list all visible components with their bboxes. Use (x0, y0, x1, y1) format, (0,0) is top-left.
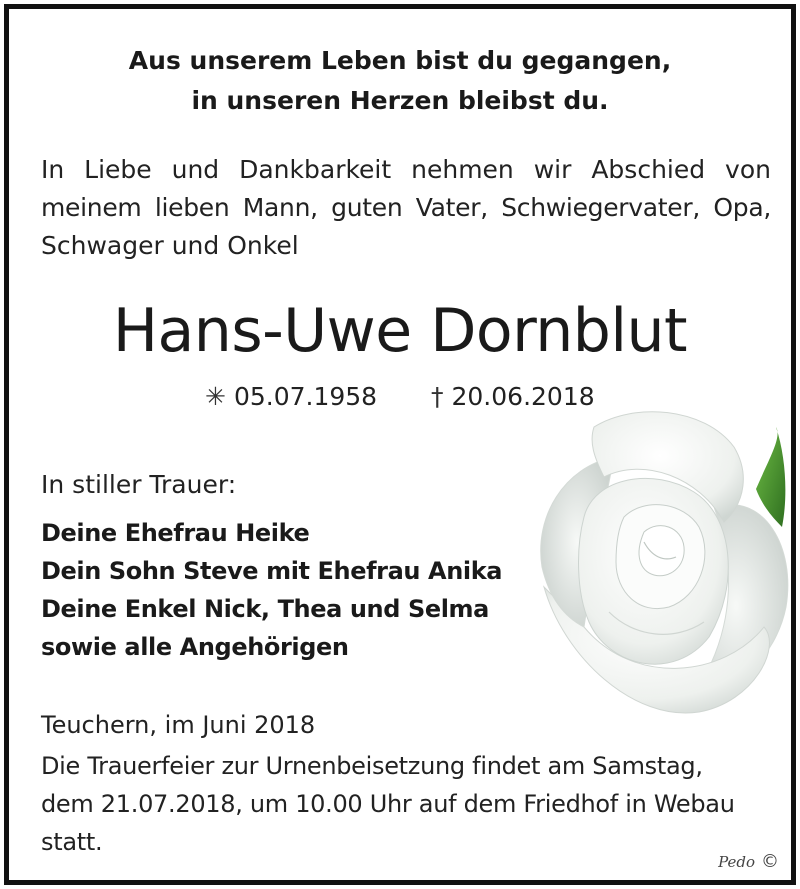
rose-petal-center (639, 526, 684, 576)
mourner-line: Deine Ehefrau Heike (41, 519, 310, 547)
birth-star-icon: ✳ (205, 382, 226, 411)
ceremony-line-3: statt. (41, 828, 103, 856)
ceremony-line-2: dem 21.07.2018, um 10.00 Uhr auf dem Friedhof in Webau (41, 790, 735, 818)
motto-line-1: Aus unserem Leben bist du gegangen, (128, 46, 672, 75)
ceremony-line-1: Die Trauerfeier zur Urnenbeisetzung findet am Samstag, (41, 752, 703, 780)
intro-line-3: Schwager und Onkel (41, 231, 299, 260)
obituary-card (4, 4, 796, 885)
rose-leaf (756, 427, 785, 527)
intro-line-2: meinem lieben Mann, guten Vater, Schwiegervater, Opa, (41, 193, 771, 222)
motto-line-2: in unseren Herzen bleibst du. (191, 86, 609, 115)
mourning-label: In stiller Trauer: (41, 470, 237, 499)
designer-signature: Pedo (718, 853, 755, 871)
white-rose-image (524, 397, 794, 727)
mourner-line: Deine Enkel Nick, Thea und Selma (41, 595, 489, 623)
mourner-line: sowie alle Angehörigen (41, 633, 349, 661)
deceased-name: Hans-Uwe Dornblut (112, 296, 688, 366)
place-and-date: Teuchern, im Juni 2018 (41, 711, 316, 739)
mourners-list (41, 514, 502, 666)
death-date: 20.06.2018 (451, 382, 595, 411)
intro-line-1: In Liebe und Dankbarkeit nehmen wir Abschied von (41, 155, 771, 184)
designer-credit (718, 851, 779, 872)
death-cross-icon: † (431, 382, 444, 411)
mourner-line: Dein Sohn Steve mit Ehefrau Anika (41, 557, 503, 585)
intro-text (41, 151, 771, 265)
copyright-icon: © (761, 851, 779, 872)
ceremony-notice (41, 747, 771, 861)
birth-date: 05.07.1958 (233, 382, 378, 411)
birth-date-group (205, 379, 377, 415)
motto (9, 41, 791, 121)
